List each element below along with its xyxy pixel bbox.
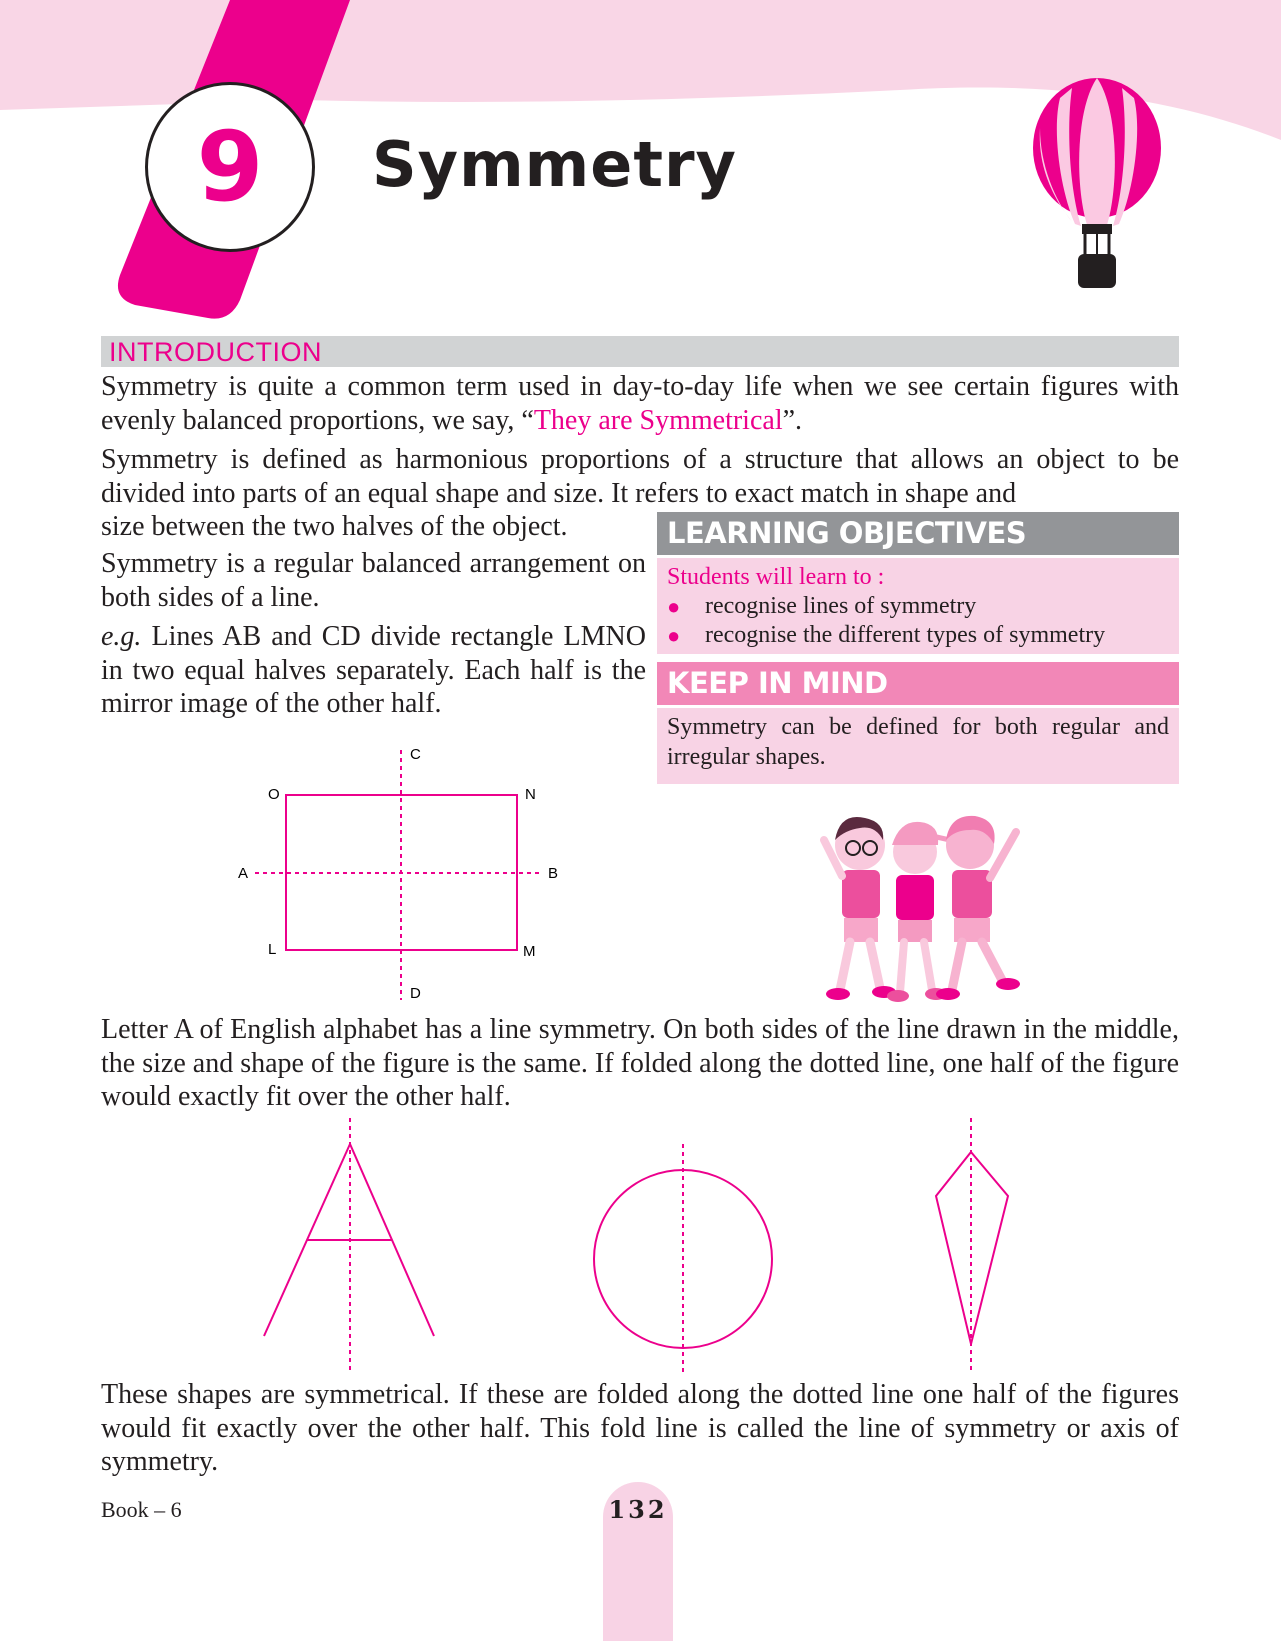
- intro-paragraph-2: Symmetry is defined as harmonious proportions of a structure that allows an object to be divided into parts of an equal shape and size. It refers to exact match in shape and: [101, 444, 1179, 509]
- page-number: [603, 1482, 673, 1641]
- list-item-text: recognise lines of symmetry: [705, 593, 977, 619]
- letter-a-paragraph: Letter A of English alphabet has a line symmetry. On both sides of the line drawn in the middle, the size and shape of the figure is the same. If folded along the dotted line, one half of the figure would exactly fit over the other half.: [101, 1014, 1179, 1112]
- letter-a-shape: [264, 1118, 434, 1373]
- page-number-text: 132: [608, 1495, 668, 1524]
- circle-shape: [594, 1144, 772, 1373]
- list-item-text: recognise the different types of symmetry: [705, 622, 1106, 648]
- learning-objectives-heading: LEARNING OBJECTIVES: [657, 512, 1179, 555]
- list-item: [667, 621, 1169, 650]
- chapter-number: 9: [196, 111, 264, 223]
- footer-book-label: Book – 6: [101, 1497, 182, 1522]
- learning-objectives-box: [657, 558, 1179, 654]
- label-o: O: [268, 786, 280, 803]
- kite-shape: [936, 1118, 1008, 1373]
- chapter-title: Symmetry: [372, 128, 737, 201]
- label-a: A: [238, 865, 249, 882]
- intro-paragraph-2-cont: size between the two halves of the object.: [101, 511, 568, 542]
- chapter-number-badge: [145, 82, 315, 252]
- list-item: [667, 592, 1169, 621]
- kid-waving-icon: [936, 816, 1020, 1000]
- symmetric-shapes-diagram: [250, 1118, 1050, 1378]
- eg-label: e.g.: [101, 621, 142, 652]
- label-d: D: [410, 985, 421, 1002]
- kid-with-cap-icon: [887, 822, 950, 1002]
- bullet-icon: ●: [667, 623, 681, 648]
- keep-in-mind-text: Symmetry can be defined for both regular and irregular shapes.: [657, 708, 1179, 784]
- intro-p1-end: ”.: [782, 404, 803, 436]
- learning-objectives-intro: Students will learn to :: [667, 564, 885, 590]
- learning-objectives-list: [667, 592, 1169, 650]
- label-n: N: [525, 786, 536, 803]
- intro-paragraph-3: Symmetry is a regular balanced arrangement on both sides of a line.: [101, 548, 646, 613]
- label-b: B: [548, 865, 559, 882]
- bullet-icon: ●: [667, 594, 681, 619]
- kid-with-glasses-icon: [824, 817, 896, 1000]
- shapes-paragraph: These shapes are symmetrical. If these are folded along the dotted line one half of the figures would fit exactly over the other half. This fold line is called the line of symmetry or axis of symmetry.: [101, 1379, 1179, 1477]
- intro-p1-highlight: They are Symmetrical: [533, 404, 783, 436]
- keep-in-mind-heading: KEEP IN MIND: [657, 662, 1179, 705]
- intro-p4-text: Lines AB and CD divide rectangle LMNO in two equal halves separately. Each half is the mirror image of the other half.: [101, 621, 646, 719]
- label-l: L: [268, 941, 277, 958]
- children-illustration: [820, 800, 1030, 1010]
- intro-p1-text: Symmetry is quite a common term used in day-to-day life when we see certain figures with evenly balanced proportions, we say, “: [101, 371, 1179, 436]
- intro-paragraph-4: [101, 620, 646, 721]
- rectangle-diagram: [230, 745, 570, 1005]
- introduction-heading: INTRODUCTION: [101, 336, 1179, 367]
- intro-paragraph-1: [101, 370, 1179, 437]
- label-c: C: [410, 746, 421, 763]
- label-m: M: [523, 943, 536, 960]
- hot-air-balloon-icon: [1033, 78, 1161, 288]
